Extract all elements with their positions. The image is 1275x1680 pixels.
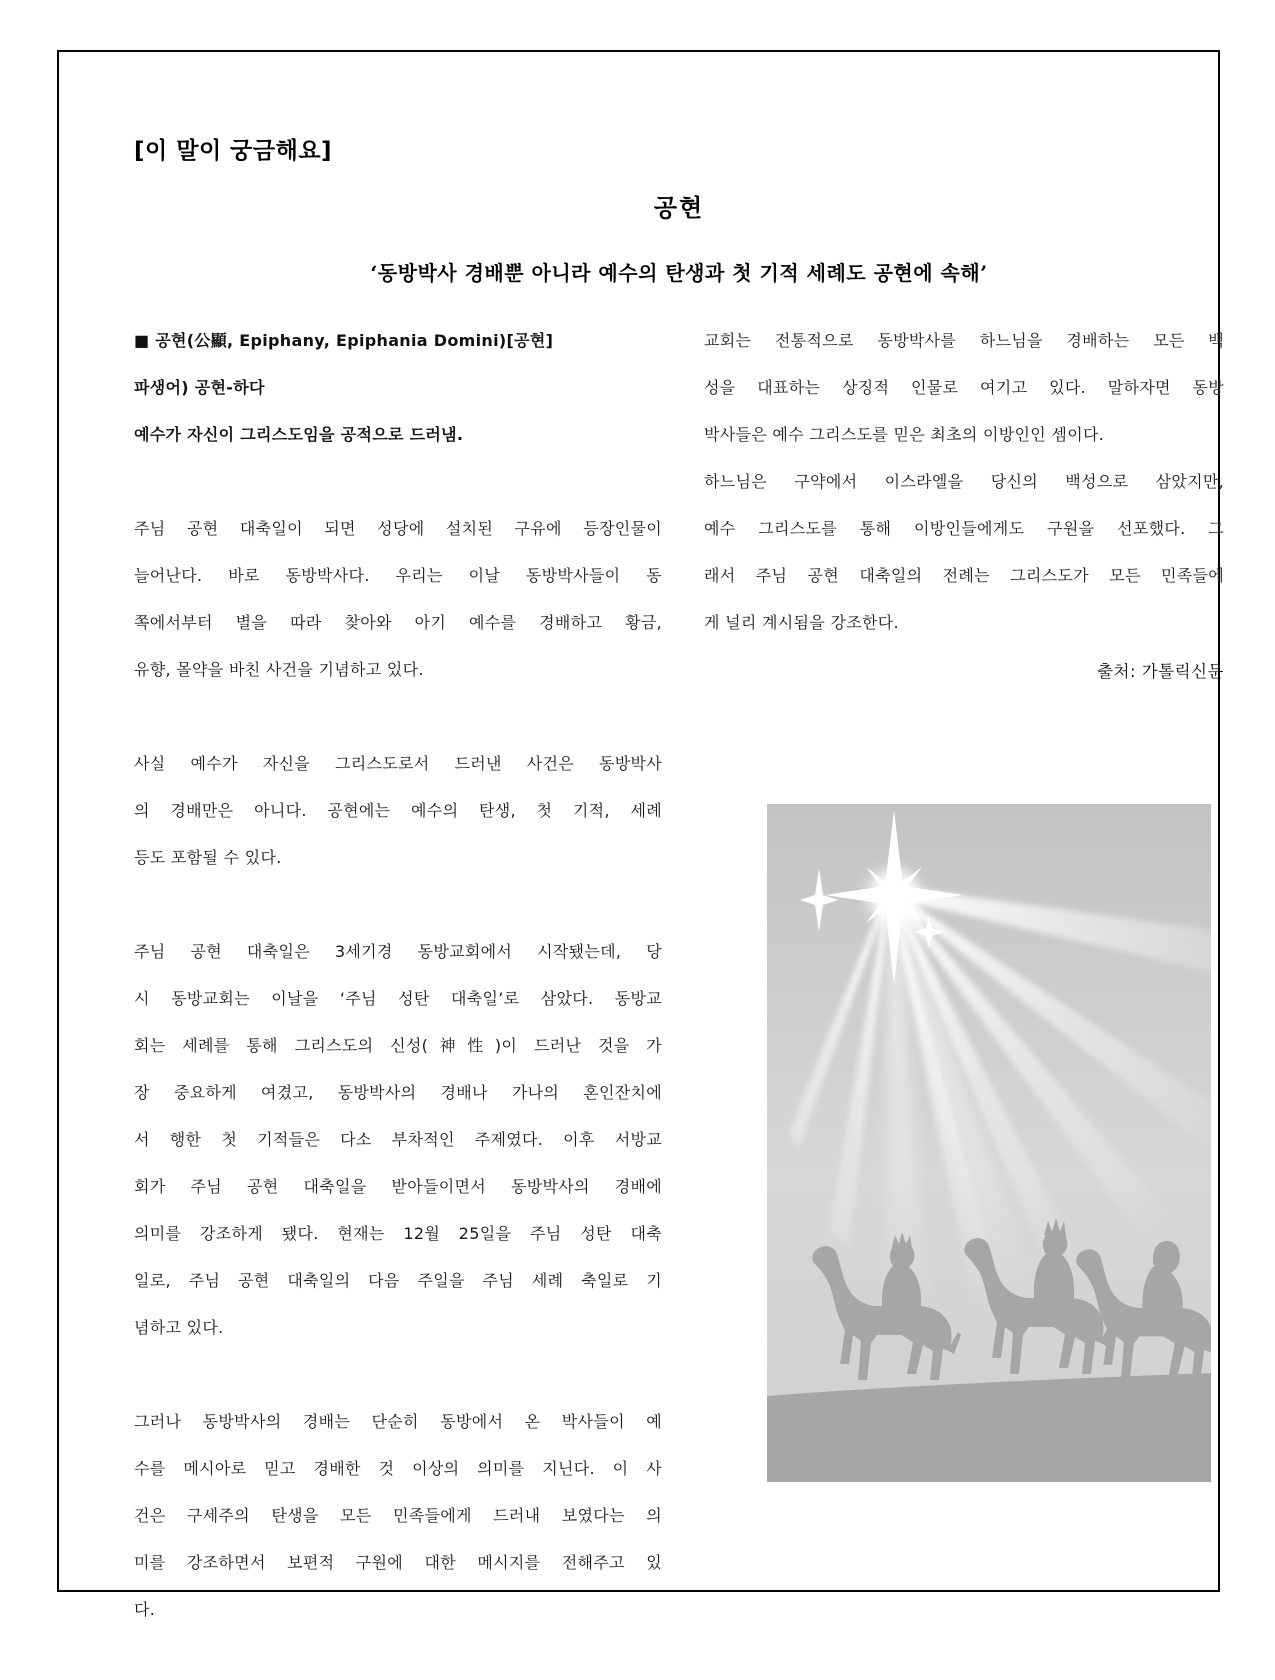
text-line: 늘어난다. 바로 동방박사다. 우리는 이날 동방박사들이 동 <box>134 566 662 585</box>
magi-illustration <box>767 804 1211 1482</box>
document-page-border <box>57 50 1224 1619</box>
paragraph <box>134 740 662 881</box>
text-line: 예수가 자신이 그리스도임을 공적으로 드러냄. <box>134 425 464 444</box>
text-line: 박사들은 예수 그리스도를 믿은 최초의 이방인인 셈이다. <box>704 425 1105 444</box>
text-line: 의미를 강조하게 됐다. 현재는 12월 25일을 주님 성탄 대축 <box>134 1224 662 1243</box>
text-line: 사실 예수가 자신을 그리스도로서 드러낸 사건은 동방박사 <box>134 754 662 773</box>
text-line: 예수 그리스도를 통해 이방인들에게도 구원을 선포했다. 그 <box>704 519 1224 538</box>
text-line: 장 중요하게 여겼고, 동방박사의 경배나 가나의 혼인잔치에 <box>134 1083 662 1102</box>
text-line: 회는 세례를 통해 그리스도의 신성(神性)이 드러난 것을 가 <box>134 1036 662 1055</box>
text-line: 수를 메시아로 믿고 경배한 것 이상의 의미를 지닌다. 이 사 <box>134 1459 662 1478</box>
paragraph <box>134 505 662 693</box>
paragraph <box>134 928 662 1351</box>
text-line: 등도 포함될 수 있다. <box>134 848 282 867</box>
text-line: 미를 강조하면서 보편적 구원에 대한 메시지를 전해주고 있 <box>134 1553 662 1572</box>
paragraph <box>704 458 1224 646</box>
left-text-column <box>134 317 662 1680</box>
article-title: 공현 <box>653 194 705 222</box>
text-line: 회가 주님 공현 대축일을 받아들이면서 동방박사의 경배에 <box>134 1177 662 1196</box>
text-line: 교회는 전통적으로 동방박사를 하느님을 경배하는 모든 백 <box>704 331 1224 350</box>
text-line: 서 행한 첫 기적들은 다소 부차적인 주제였다. 이후 서방교 <box>134 1130 662 1149</box>
text-line: 주님 공현 대축일이 되면 성당에 설치된 구유에 등장인물이 <box>134 519 662 538</box>
text-line: 건은 구세주의 탄생을 모든 민족들에게 드러내 보였다는 의 <box>134 1506 662 1525</box>
text-line: 래서 주님 공현 대축일의 전례는 그리스도가 모든 민족들에 <box>704 566 1224 585</box>
article-subtitle: ‘동방박사 경배뿐 아니라 예수의 탄생과 첫 기적 세례도 공현에 속해’ <box>370 261 988 285</box>
text-line: 다. <box>134 1600 156 1619</box>
right-text-column <box>704 317 1224 646</box>
text-line: 주님 공현 대축일은 3세기경 동방교회에서 시작됐는데, 당 <box>134 942 662 961</box>
source-credit: 출처: 가톨릭신문 <box>1097 662 1224 681</box>
paragraph <box>134 1398 662 1633</box>
text-line: 시 동방교회는 이날을 ‘주님 성탄 대축일’로 삼았다. 동방교 <box>134 989 662 1008</box>
text-line: 유향, 몰약을 바친 사건을 기념하고 있다. <box>134 660 424 679</box>
text-line: 념하고 있다. <box>134 1318 224 1337</box>
text-line: 게 널리 계시됨을 강조한다. <box>704 613 899 632</box>
paragraph <box>704 317 1224 458</box>
text-line: 파생어) 공현-하다 <box>134 378 265 397</box>
text-line: ■ 공현(公顯, Epiphany, Epiphania Domini)[공현] <box>134 331 554 350</box>
text-line: 하느님은 구약에서 이스라엘을 당신의 백성으로 삼았지만, <box>704 472 1224 491</box>
text-line: 의 경배만은 아니다. 공현에는 예수의 탄생, 첫 기적, 세례 <box>134 801 662 820</box>
section-kicker: [이 말이 궁금해요] <box>134 138 333 164</box>
paragraph <box>134 317 662 458</box>
magi-illustration-svg <box>767 804 1211 1482</box>
text-line: 일로, 주님 공현 대축일의 다음 주일을 주님 세례 축일로 기 <box>134 1271 662 1290</box>
text-line: 성을 대표하는 상징적 인물로 여기고 있다. 말하자면 동방 <box>704 378 1224 397</box>
text-line: 쪽에서부터 별을 따라 찾아와 아기 예수를 경배하고 황금, <box>134 613 662 632</box>
text-line: 그러나 동방박사의 경배는 단순히 동방에서 온 박사들이 예 <box>134 1412 662 1431</box>
